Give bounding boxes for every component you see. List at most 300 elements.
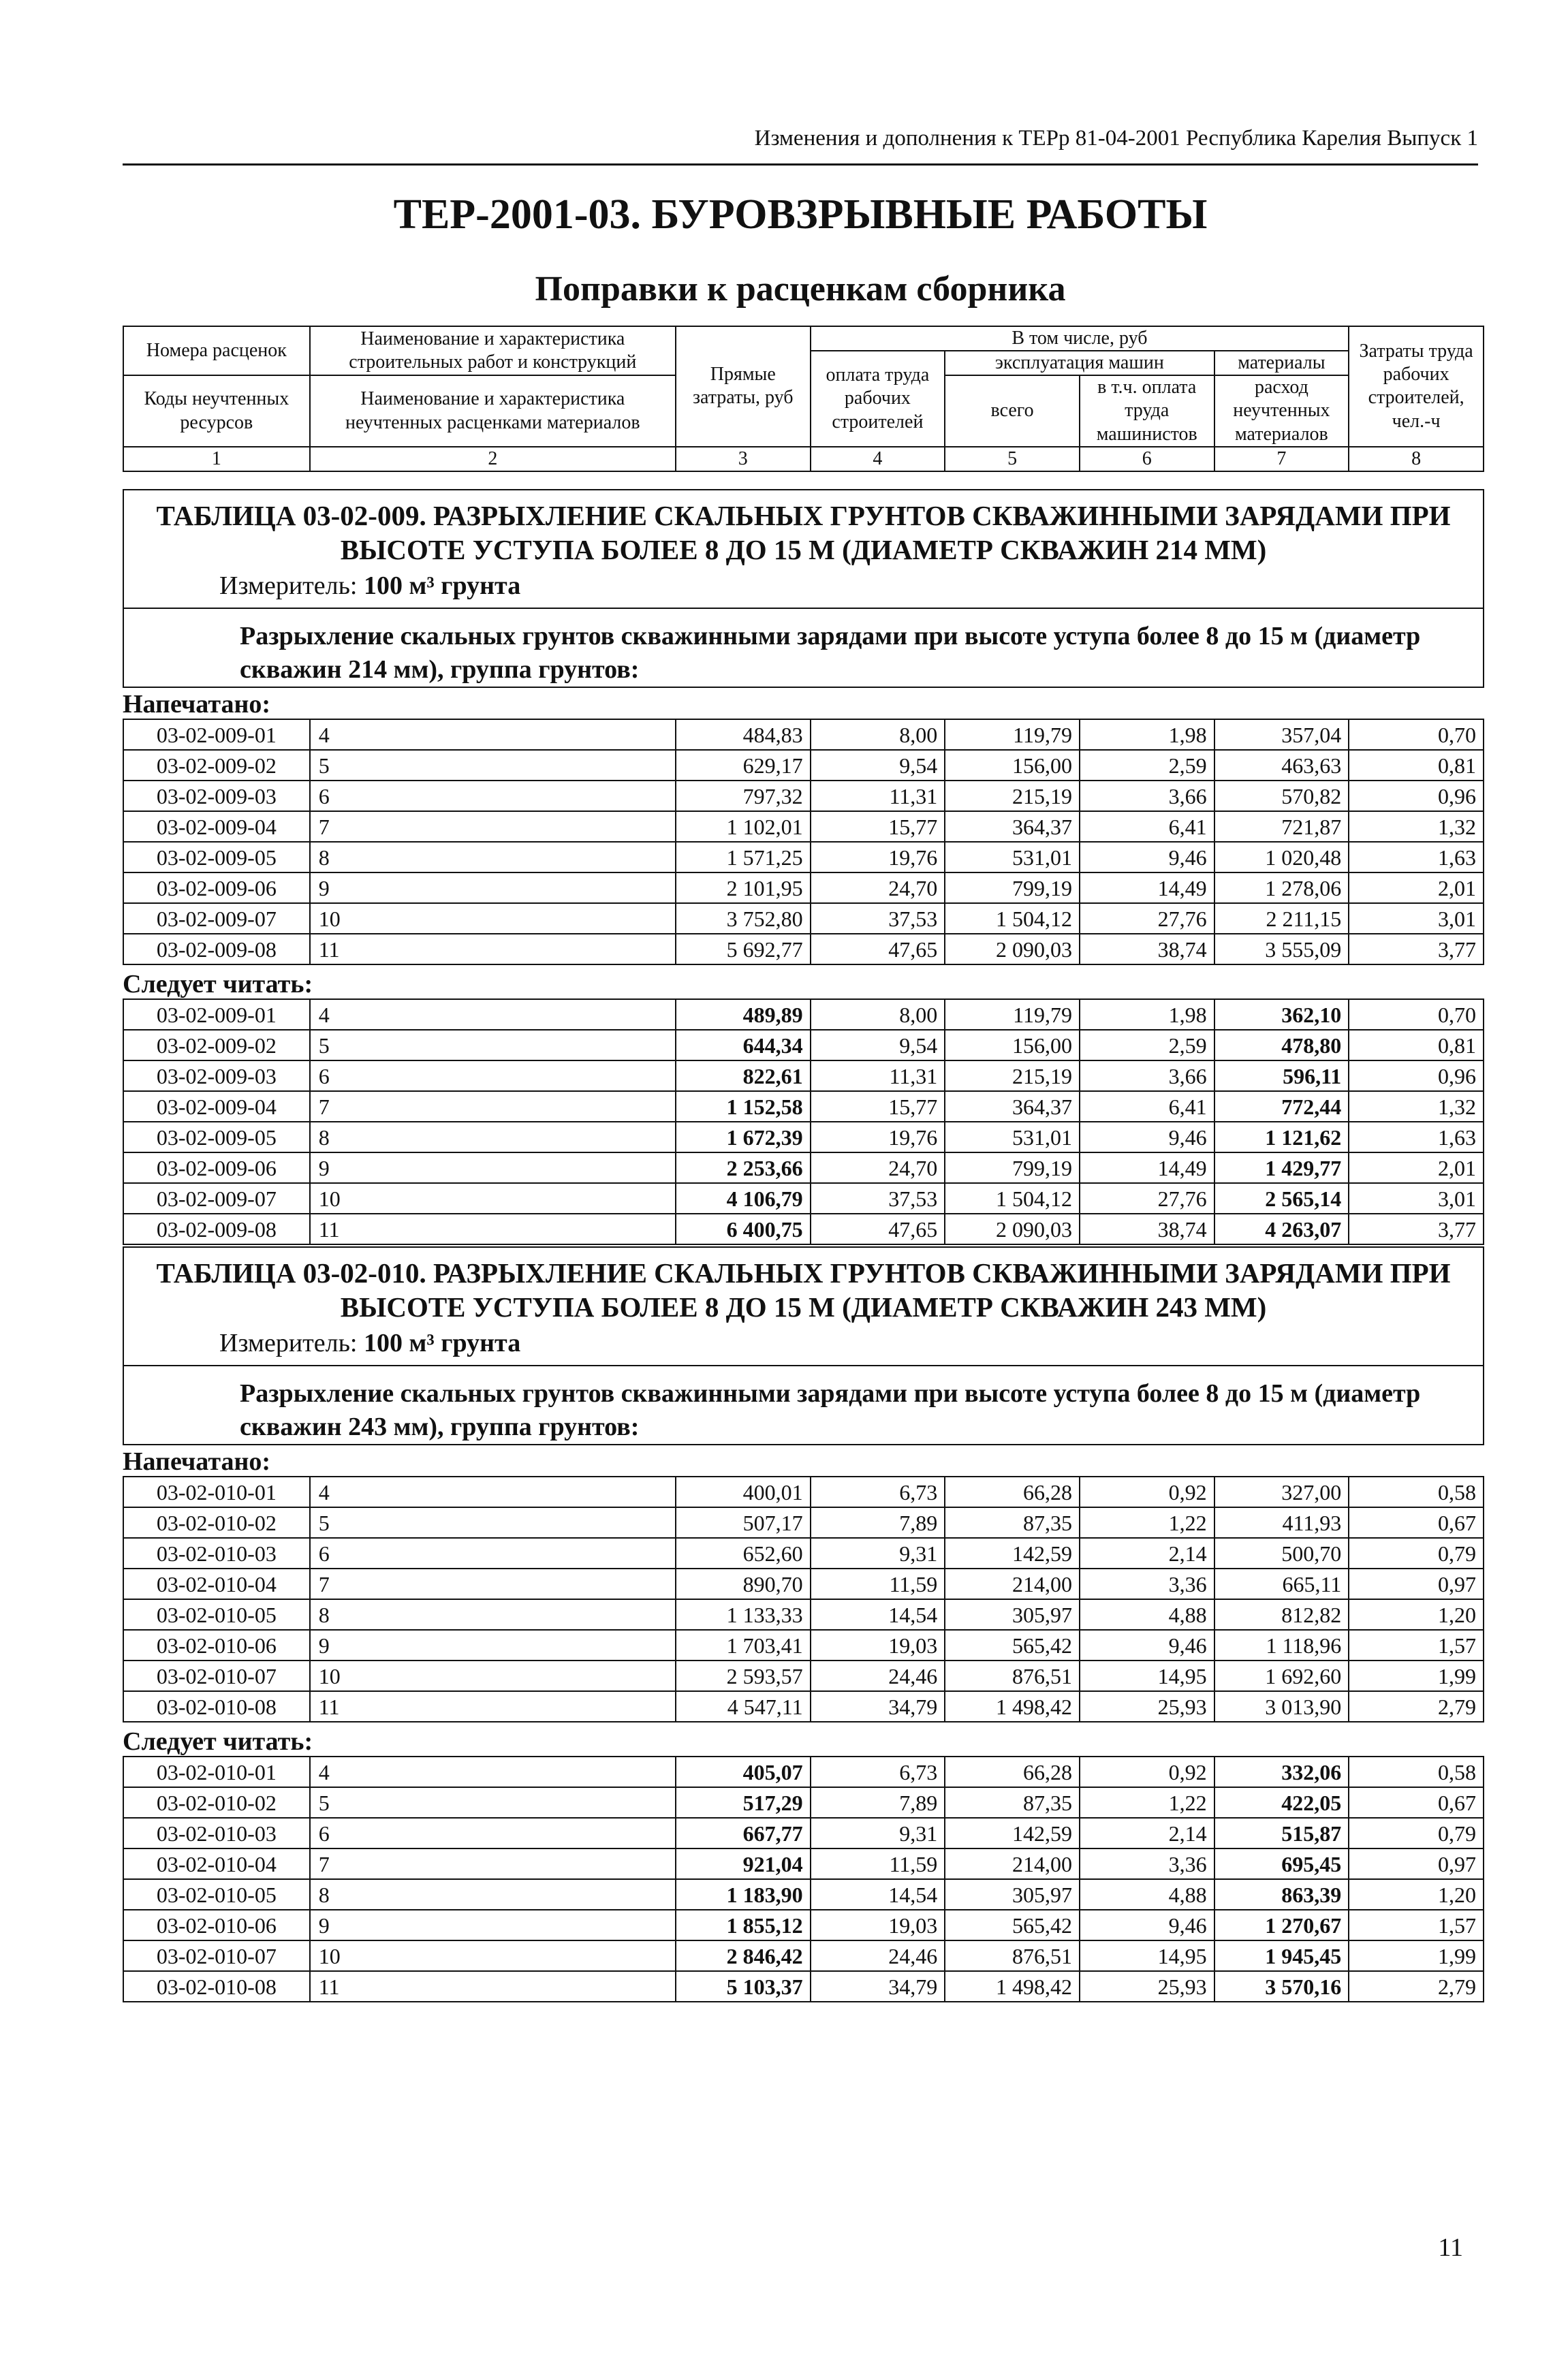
value-cell: 3 570,16 xyxy=(1214,1971,1349,2002)
value-cell: 2,01 xyxy=(1349,1152,1484,1183)
table-row xyxy=(123,781,1484,811)
value-cell: 489,89 xyxy=(676,999,811,1030)
value-cell: 37,53 xyxy=(811,1183,945,1214)
running-header: Изменения и дополнения к ТЕРр 81-04-2001 Республика Карелия Выпуск 1 xyxy=(754,126,1478,151)
rate-code-cell: 03-02-009-03 xyxy=(123,781,310,811)
header-resource-codes: Коды неучтенных ресурсов xyxy=(123,375,310,446)
rate-code-cell: 03-02-010-03 xyxy=(123,1538,310,1569)
value-cell: 1 133,33 xyxy=(676,1599,811,1630)
value-cell: 27,76 xyxy=(1080,903,1214,934)
rate-code-cell: 03-02-009-04 xyxy=(123,1091,310,1122)
rate-code-cell: 03-02-009-07 xyxy=(123,903,310,934)
value-cell: 3,01 xyxy=(1349,903,1484,934)
column-number-row xyxy=(123,447,1484,471)
table-row xyxy=(123,1122,1484,1152)
rate-code-cell: 03-02-010-06 xyxy=(123,1910,310,1940)
value-cell: 332,06 xyxy=(1214,1757,1349,1787)
value-cell: 3,77 xyxy=(1349,1214,1484,1244)
value-cell: 1 118,96 xyxy=(1214,1630,1349,1661)
value-cell: 66,28 xyxy=(945,1757,1080,1787)
soil-group-cell: 11 xyxy=(310,1971,676,2002)
document-subtitle: Поправки к расценкам сборника xyxy=(535,270,1066,309)
table-row xyxy=(123,1879,1484,1910)
value-cell: 565,42 xyxy=(945,1630,1080,1661)
rate-code-cell: 03-02-010-06 xyxy=(123,1630,310,1661)
value-cell: 876,51 xyxy=(945,1940,1080,1971)
value-cell: 4,88 xyxy=(1080,1879,1214,1910)
value-cell: 1 571,25 xyxy=(676,842,811,872)
header-in-total: В том числе, руб xyxy=(811,326,1349,351)
value-cell: 2 846,42 xyxy=(676,1940,811,1971)
table-row xyxy=(123,1060,1484,1091)
soil-group-cell: 10 xyxy=(310,1940,676,1971)
value-cell: 5 103,37 xyxy=(676,1971,811,2002)
value-cell: 0,81 xyxy=(1349,1030,1484,1060)
value-cell: 2 211,15 xyxy=(1214,903,1349,934)
value-cell: 517,29 xyxy=(676,1787,811,1818)
value-cell: 3 752,80 xyxy=(676,903,811,934)
value-cell: 822,61 xyxy=(676,1060,811,1091)
value-cell: 364,37 xyxy=(945,1091,1080,1122)
column-number: 4 xyxy=(811,447,945,471)
section-009-header xyxy=(123,489,1484,688)
value-cell: 0,67 xyxy=(1349,1787,1484,1818)
table-row xyxy=(123,1818,1484,1848)
column-number: 3 xyxy=(676,447,811,471)
should-read-label: Следует читать: xyxy=(123,970,313,998)
value-cell: 66,28 xyxy=(945,1477,1080,1507)
table-row xyxy=(123,1507,1484,1538)
table-row xyxy=(123,1214,1484,1244)
value-cell: 25,93 xyxy=(1080,1691,1214,1722)
value-cell: 2,01 xyxy=(1349,872,1484,903)
value-cell: 0,58 xyxy=(1349,1477,1484,1507)
header-direct-costs: Прямые затраты, руб xyxy=(676,326,811,447)
value-cell: 1 102,01 xyxy=(676,811,811,842)
column-number: 2 xyxy=(310,447,676,471)
value-cell: 1 020,48 xyxy=(1214,842,1349,872)
soil-group-cell: 5 xyxy=(310,1507,676,1538)
value-cell: 27,76 xyxy=(1080,1183,1214,1214)
table-row xyxy=(123,1757,1484,1787)
soil-group-cell: 9 xyxy=(310,872,676,903)
column-number: 6 xyxy=(1080,447,1214,471)
value-cell: 87,35 xyxy=(945,1787,1080,1818)
rate-code-cell: 03-02-009-02 xyxy=(123,1030,310,1060)
value-cell: 797,32 xyxy=(676,781,811,811)
value-cell: 47,65 xyxy=(811,934,945,964)
value-cell: 1,98 xyxy=(1080,999,1214,1030)
value-cell: 1,32 xyxy=(1349,811,1484,842)
value-cell: 667,77 xyxy=(676,1818,811,1848)
value-cell: 6 400,75 xyxy=(676,1214,811,1244)
table-row xyxy=(123,1599,1484,1630)
value-cell: 215,19 xyxy=(945,781,1080,811)
section-010-meter xyxy=(219,1328,520,1358)
value-cell: 4 547,11 xyxy=(676,1691,811,1722)
value-cell: 799,19 xyxy=(945,872,1080,903)
value-cell: 7,89 xyxy=(811,1787,945,1818)
value-cell: 9,46 xyxy=(1080,1630,1214,1661)
value-cell: 9,31 xyxy=(811,1818,945,1848)
table-row xyxy=(123,872,1484,903)
section-009-corrected-table xyxy=(123,998,1484,1245)
value-cell: 87,35 xyxy=(945,1507,1080,1538)
value-cell: 1,22 xyxy=(1080,1787,1214,1818)
value-cell: 0,70 xyxy=(1349,719,1484,750)
rate-code-cell: 03-02-009-05 xyxy=(123,1122,310,1152)
soil-group-cell: 8 xyxy=(310,842,676,872)
section-010-header xyxy=(123,1246,1484,1445)
soil-group-cell: 5 xyxy=(310,1030,676,1060)
value-cell: 1,99 xyxy=(1349,1940,1484,1971)
value-cell: 1 498,42 xyxy=(945,1691,1080,1722)
value-cell: 3,77 xyxy=(1349,934,1484,964)
value-cell: 596,11 xyxy=(1214,1060,1349,1091)
header-rule xyxy=(123,163,1478,166)
value-cell: 9,46 xyxy=(1080,1910,1214,1940)
value-cell: 500,70 xyxy=(1214,1538,1349,1569)
table-row xyxy=(123,1691,1484,1722)
value-cell: 37,53 xyxy=(811,903,945,934)
value-cell: 772,44 xyxy=(1214,1091,1349,1122)
soil-group-cell: 6 xyxy=(310,1538,676,1569)
rate-code-cell: 03-02-010-08 xyxy=(123,1971,310,2002)
value-cell: 2,59 xyxy=(1080,750,1214,781)
soil-group-cell: 9 xyxy=(310,1910,676,1940)
value-cell: 8,00 xyxy=(811,999,945,1030)
table-row xyxy=(123,1183,1484,1214)
soil-group-cell: 8 xyxy=(310,1122,676,1152)
soil-group-cell: 5 xyxy=(310,750,676,781)
header-work-name: Наименование и характеристика строительных работ и конструкций xyxy=(310,326,676,375)
value-cell: 2 101,95 xyxy=(676,872,811,903)
soil-group-cell: 8 xyxy=(310,1599,676,1630)
value-cell: 14,95 xyxy=(1080,1940,1214,1971)
table-row xyxy=(123,999,1484,1030)
soil-group-cell: 10 xyxy=(310,903,676,934)
value-cell: 156,00 xyxy=(945,1030,1080,1060)
value-cell: 305,97 xyxy=(945,1879,1080,1910)
column-number: 8 xyxy=(1349,447,1484,471)
soil-group-cell: 11 xyxy=(310,1214,676,1244)
value-cell: 24,46 xyxy=(811,1661,945,1691)
should-read-label: Следует читать: xyxy=(123,1727,313,1756)
value-cell: 24,46 xyxy=(811,1940,945,1971)
header-rate-numbers: Номера расценок xyxy=(123,326,310,375)
table-row xyxy=(123,1569,1484,1599)
value-cell: 362,10 xyxy=(1214,999,1349,1030)
document-title: ТЕР-2001-03. БУРОВЗРЫВНЫЕ РАБОТЫ xyxy=(393,191,1208,238)
section-rule xyxy=(124,1365,1483,1366)
soil-group-cell: 4 xyxy=(310,999,676,1030)
value-cell: 2 565,14 xyxy=(1214,1183,1349,1214)
value-cell: 3,01 xyxy=(1349,1183,1484,1214)
rate-code-cell: 03-02-009-01 xyxy=(123,719,310,750)
rate-code-cell: 03-02-010-03 xyxy=(123,1818,310,1848)
value-cell: 9,31 xyxy=(811,1538,945,1569)
value-cell: 4 263,07 xyxy=(1214,1214,1349,1244)
value-cell: 876,51 xyxy=(945,1661,1080,1691)
value-cell: 214,00 xyxy=(945,1848,1080,1879)
value-cell: 364,37 xyxy=(945,811,1080,842)
table-row xyxy=(123,1030,1484,1060)
value-cell: 9,46 xyxy=(1080,842,1214,872)
value-cell: 1 121,62 xyxy=(1214,1122,1349,1152)
rate-code-cell: 03-02-010-07 xyxy=(123,1661,310,1691)
rate-code-cell: 03-02-009-04 xyxy=(123,811,310,842)
soil-group-cell: 8 xyxy=(310,1879,676,1910)
section-009-meter xyxy=(219,571,520,601)
table-row xyxy=(123,1091,1484,1122)
value-cell: 3 013,90 xyxy=(1214,1691,1349,1722)
value-cell: 14,54 xyxy=(811,1879,945,1910)
rate-code-cell: 03-02-010-01 xyxy=(123,1757,310,1787)
value-cell: 14,54 xyxy=(811,1599,945,1630)
soil-group-cell: 10 xyxy=(310,1183,676,1214)
value-cell: 9,54 xyxy=(811,750,945,781)
value-cell: 11,59 xyxy=(811,1848,945,1879)
column-header-table xyxy=(123,326,1484,472)
value-cell: 14,49 xyxy=(1080,872,1214,903)
section-010-subtitle: Разрыхление скальных грунтов скважинными зарядами при высоте уступа более 8 до 15 м (диаметр скважин 243 мм), группа грунтов: xyxy=(240,1379,1421,1441)
soil-group-cell: 4 xyxy=(310,1477,676,1507)
value-cell: 515,87 xyxy=(1214,1818,1349,1848)
value-cell: 9,46 xyxy=(1080,1122,1214,1152)
rate-code-cell: 03-02-009-07 xyxy=(123,1183,310,1214)
value-cell: 1,98 xyxy=(1080,719,1214,750)
value-cell: 484,83 xyxy=(676,719,811,750)
value-cell: 531,01 xyxy=(945,1122,1080,1152)
value-cell: 6,73 xyxy=(811,1477,945,1507)
table-row xyxy=(123,1538,1484,1569)
value-cell: 2,14 xyxy=(1080,1538,1214,1569)
value-cell: 0,92 xyxy=(1080,1477,1214,1507)
value-cell: 921,04 xyxy=(676,1848,811,1879)
value-cell: 19,03 xyxy=(811,1910,945,1940)
rate-code-cell: 03-02-010-07 xyxy=(123,1940,310,1971)
value-cell: 0,79 xyxy=(1349,1538,1484,1569)
value-cell: 0,58 xyxy=(1349,1757,1484,1787)
rate-code-cell: 03-02-009-06 xyxy=(123,872,310,903)
meter-value: 100 м³ грунта xyxy=(364,1329,521,1357)
column-number: 5 xyxy=(945,447,1080,471)
header-labor-pay: оплата труда рабочих строителей xyxy=(811,351,945,447)
value-cell: 0,81 xyxy=(1349,750,1484,781)
value-cell: 357,04 xyxy=(1214,719,1349,750)
soil-group-cell: 7 xyxy=(310,811,676,842)
header-machinist-pay: в т.ч. оплата труда машинистов xyxy=(1080,375,1214,446)
value-cell: 3 555,09 xyxy=(1214,934,1349,964)
soil-group-cell: 7 xyxy=(310,1569,676,1599)
header-materials: материалы xyxy=(1214,351,1349,375)
table-row xyxy=(123,1848,1484,1879)
value-cell: 3,36 xyxy=(1080,1569,1214,1599)
value-cell: 0,97 xyxy=(1349,1569,1484,1599)
value-cell: 2 593,57 xyxy=(676,1661,811,1691)
table-row xyxy=(123,1940,1484,1971)
value-cell: 1 945,45 xyxy=(1214,1940,1349,1971)
value-cell: 11,31 xyxy=(811,1060,945,1091)
value-cell: 24,70 xyxy=(811,1152,945,1183)
value-cell: 4,88 xyxy=(1080,1599,1214,1630)
printed-label: Напечатано: xyxy=(123,1447,270,1476)
soil-group-cell: 9 xyxy=(310,1152,676,1183)
value-cell: 799,19 xyxy=(945,1152,1080,1183)
value-cell: 119,79 xyxy=(945,999,1080,1030)
value-cell: 1 692,60 xyxy=(1214,1661,1349,1691)
value-cell: 6,41 xyxy=(1080,1091,1214,1122)
header-material-consumption: расход неучтенных материалов xyxy=(1214,375,1349,446)
value-cell: 14,49 xyxy=(1080,1152,1214,1183)
section-010-corrected-table xyxy=(123,1756,1484,2002)
value-cell: 19,76 xyxy=(811,842,945,872)
soil-group-cell: 5 xyxy=(310,1787,676,1818)
rate-code-cell: 03-02-010-04 xyxy=(123,1848,310,1879)
value-cell: 644,34 xyxy=(676,1030,811,1060)
value-cell: 1,99 xyxy=(1349,1661,1484,1691)
value-cell: 3,66 xyxy=(1080,781,1214,811)
rate-code-cell: 03-02-010-08 xyxy=(123,1691,310,1722)
value-cell: 327,00 xyxy=(1214,1477,1349,1507)
value-cell: 24,70 xyxy=(811,872,945,903)
value-cell: 507,17 xyxy=(676,1507,811,1538)
value-cell: 4 106,79 xyxy=(676,1183,811,1214)
rate-code-cell: 03-02-009-02 xyxy=(123,750,310,781)
value-cell: 1,22 xyxy=(1080,1507,1214,1538)
value-cell: 863,39 xyxy=(1214,1879,1349,1910)
value-cell: 9,54 xyxy=(811,1030,945,1060)
value-cell: 8,00 xyxy=(811,719,945,750)
value-cell: 6,73 xyxy=(811,1757,945,1787)
meter-label: Измеритель: xyxy=(219,1329,358,1357)
value-cell: 1 152,58 xyxy=(676,1091,811,1122)
value-cell: 2 090,03 xyxy=(945,934,1080,964)
value-cell: 1 270,67 xyxy=(1214,1910,1349,1940)
rate-code-cell: 03-02-009-08 xyxy=(123,1214,310,1244)
value-cell: 531,01 xyxy=(945,842,1080,872)
section-010-title: ТАБЛИЦА 03-02-010. РАЗРЫХЛЕНИЕ СКАЛЬНЫХ ГРУНТОВ СКВАЖИННЫМИ ЗАРЯДАМИ ПРИ ВЫСОТЕ УСТУПА БОЛЕЕ 8 ДО 15 М (ДИАМЕТР СКВАЖИН 243 ММ) xyxy=(156,1257,1451,1323)
value-cell: 1 498,42 xyxy=(945,1971,1080,2002)
section-009-title: ТАБЛИЦА 03-02-009. РАЗРЫХЛЕНИЕ СКАЛЬНЫХ ГРУНТОВ СКВАЖИННЫМИ ЗАРЯДАМИ ПРИ ВЫСОТЕ УСТУПА БОЛЕЕ 8 ДО 15 М (ДИАМЕТР СКВАЖИН 214 ММ) xyxy=(156,500,1451,566)
table-row xyxy=(123,903,1484,934)
value-cell: 2 090,03 xyxy=(945,1214,1080,1244)
value-cell: 463,63 xyxy=(1214,750,1349,781)
value-cell: 7,89 xyxy=(811,1507,945,1538)
soil-group-cell: 7 xyxy=(310,1848,676,1879)
value-cell: 890,70 xyxy=(676,1569,811,1599)
value-cell: 1,63 xyxy=(1349,842,1484,872)
table-row xyxy=(123,842,1484,872)
value-cell: 1 183,90 xyxy=(676,1879,811,1910)
value-cell: 38,74 xyxy=(1080,934,1214,964)
value-cell: 25,93 xyxy=(1080,1971,1214,2002)
soil-group-cell: 4 xyxy=(310,719,676,750)
value-cell: 34,79 xyxy=(811,1691,945,1722)
section-010-printed-table xyxy=(123,1476,1484,1722)
value-cell: 1,57 xyxy=(1349,1630,1484,1661)
value-cell: 3,36 xyxy=(1080,1848,1214,1879)
value-cell: 721,87 xyxy=(1214,811,1349,842)
rate-code-cell: 03-02-010-02 xyxy=(123,1787,310,1818)
value-cell: 652,60 xyxy=(676,1538,811,1569)
value-cell: 812,82 xyxy=(1214,1599,1349,1630)
value-cell: 1 504,12 xyxy=(945,1183,1080,1214)
soil-group-cell: 6 xyxy=(310,1060,676,1091)
table-row xyxy=(123,934,1484,964)
value-cell: 0,97 xyxy=(1349,1848,1484,1879)
value-cell: 695,45 xyxy=(1214,1848,1349,1879)
value-cell: 665,11 xyxy=(1214,1569,1349,1599)
header-machines-total: всего xyxy=(945,375,1080,446)
rate-code-cell: 03-02-009-01 xyxy=(123,999,310,1030)
table-row xyxy=(123,750,1484,781)
rate-code-cell: 03-02-009-05 xyxy=(123,842,310,872)
value-cell: 0,96 xyxy=(1349,781,1484,811)
value-cell: 565,42 xyxy=(945,1910,1080,1940)
value-cell: 215,19 xyxy=(945,1060,1080,1091)
table-row xyxy=(123,1910,1484,1940)
table-row xyxy=(123,719,1484,750)
value-cell: 15,77 xyxy=(811,1091,945,1122)
rate-code-cell: 03-02-010-05 xyxy=(123,1879,310,1910)
value-cell: 2,79 xyxy=(1349,1691,1484,1722)
rate-code-cell: 03-02-009-08 xyxy=(123,934,310,964)
soil-group-cell: 9 xyxy=(310,1630,676,1661)
meter-value: 100 м³ грунта xyxy=(364,571,521,600)
value-cell: 0,67 xyxy=(1349,1507,1484,1538)
value-cell: 156,00 xyxy=(945,750,1080,781)
value-cell: 1,32 xyxy=(1349,1091,1484,1122)
table-row xyxy=(123,1152,1484,1183)
value-cell: 422,05 xyxy=(1214,1787,1349,1818)
page-number: 11 xyxy=(1438,2233,1463,2262)
column-number: 1 xyxy=(123,447,310,471)
value-cell: 478,80 xyxy=(1214,1030,1349,1060)
table-row xyxy=(123,1477,1484,1507)
value-cell: 47,65 xyxy=(811,1214,945,1244)
table-row xyxy=(123,811,1484,842)
value-cell: 1 855,12 xyxy=(676,1910,811,1940)
value-cell: 2 253,66 xyxy=(676,1152,811,1183)
printed-label: Напечатано: xyxy=(123,690,270,719)
value-cell: 405,07 xyxy=(676,1757,811,1787)
value-cell: 2,59 xyxy=(1080,1030,1214,1060)
value-cell: 1,20 xyxy=(1349,1879,1484,1910)
value-cell: 34,79 xyxy=(811,1971,945,2002)
column-number: 7 xyxy=(1214,447,1349,471)
value-cell: 0,70 xyxy=(1349,999,1484,1030)
soil-group-cell: 7 xyxy=(310,1091,676,1122)
rate-code-cell: 03-02-009-03 xyxy=(123,1060,310,1091)
value-cell: 2,79 xyxy=(1349,1971,1484,2002)
header-machines: эксплуатация машин xyxy=(945,351,1214,375)
table-row xyxy=(123,1630,1484,1661)
value-cell: 0,79 xyxy=(1349,1818,1484,1848)
value-cell: 1 504,12 xyxy=(945,903,1080,934)
soil-group-cell: 6 xyxy=(310,781,676,811)
value-cell: 305,97 xyxy=(945,1599,1080,1630)
value-cell: 142,59 xyxy=(945,1818,1080,1848)
header-labor-hours: Затраты труда рабочих строителей, чел.-ч xyxy=(1349,326,1484,447)
soil-group-cell: 11 xyxy=(310,934,676,964)
value-cell: 3,66 xyxy=(1080,1060,1214,1091)
value-cell: 411,93 xyxy=(1214,1507,1349,1538)
value-cell: 11,59 xyxy=(811,1569,945,1599)
rate-code-cell: 03-02-010-05 xyxy=(123,1599,310,1630)
meter-label: Измеритель: xyxy=(219,571,358,600)
value-cell: 15,77 xyxy=(811,811,945,842)
